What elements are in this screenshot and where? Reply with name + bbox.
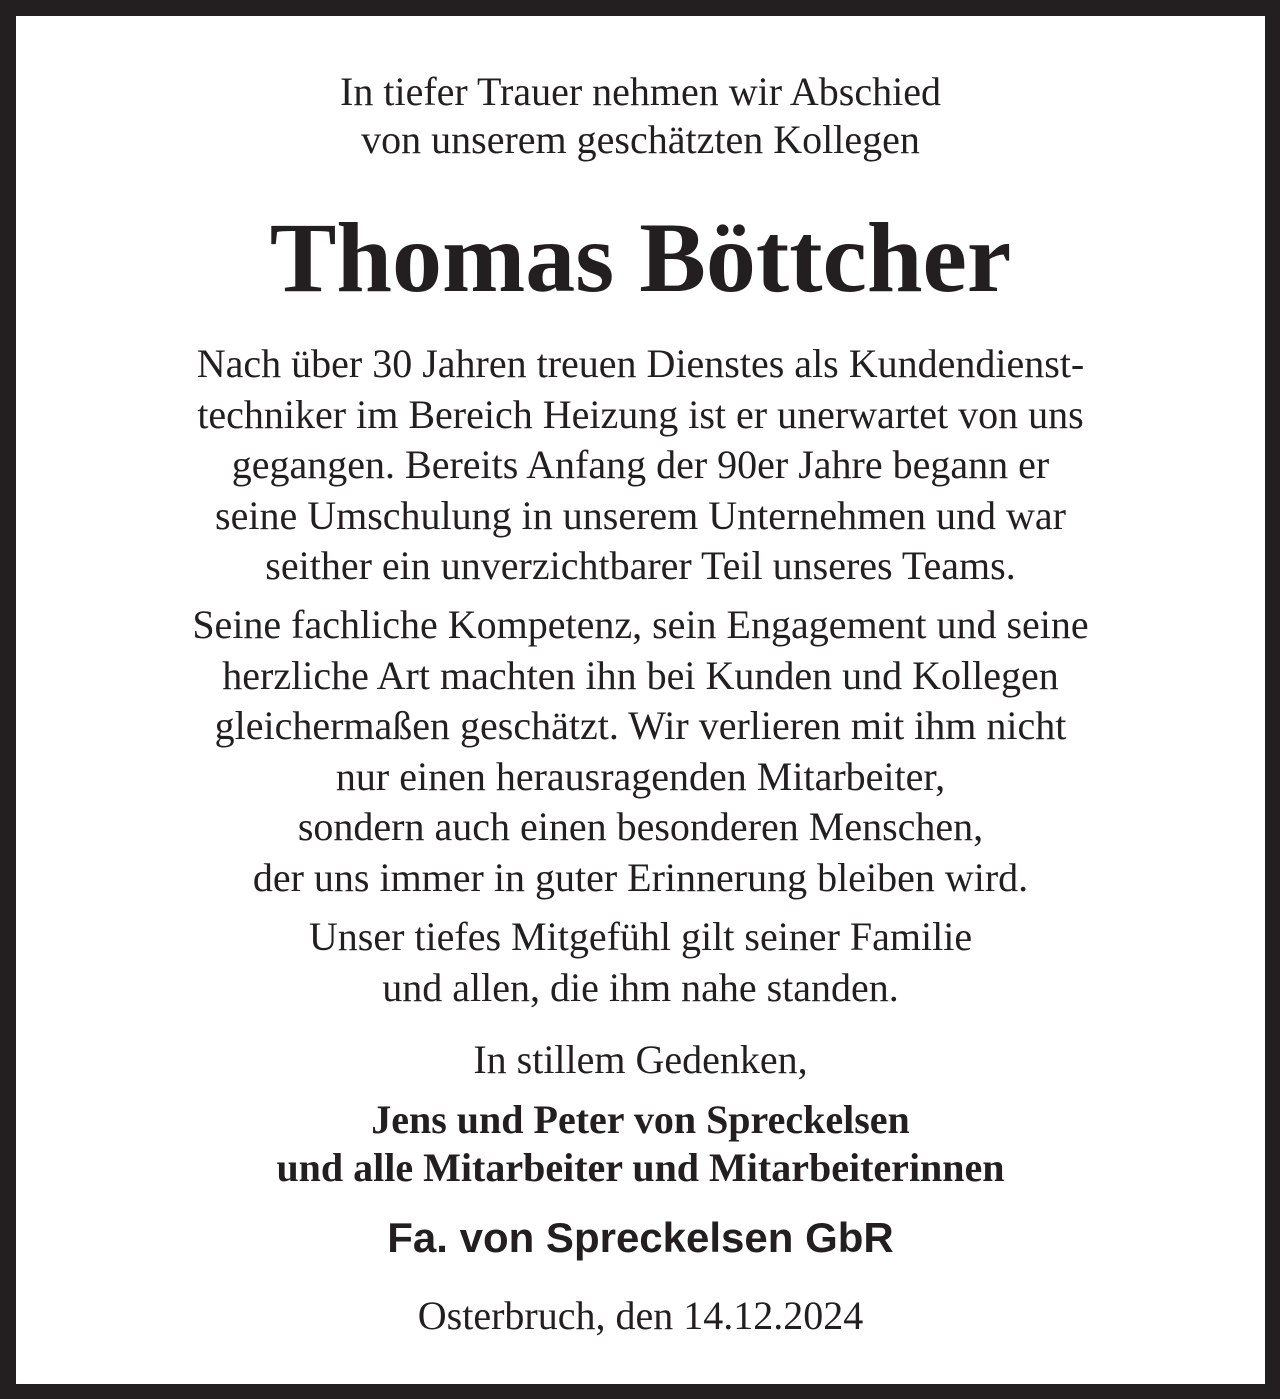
paragraph-line: seither ein unverzichtbarer Teil unseres Teams. — [265, 543, 1016, 588]
closing-phrase: In stillem Gedenken, — [473, 1037, 808, 1082]
intro-text — [16, 68, 1265, 164]
signer-line: Jens und Peter von Spreckelsen — [371, 1097, 910, 1142]
paragraph-line: techniker im Bereich Heizung ist er unerwartet von uns — [197, 391, 1084, 437]
paragraph-tribute — [16, 600, 1265, 903]
paragraph-condolence — [16, 912, 1265, 1013]
paragraph-line: herzliche Art machten ihn bei Kunden und Kollegen — [222, 652, 1059, 698]
paragraph-line: Nach über 30 Jahren treuen Dienstes als Kundendienst- — [196, 341, 1085, 386]
intro-line: In tiefer Trauer nehmen wir Abschied — [340, 69, 941, 114]
intro-line: von unserem geschätzten Kollegen — [361, 117, 920, 162]
paragraph-line: seine Umschulung in unserem Unternehmen und war — [215, 492, 1066, 538]
signers — [16, 1096, 1265, 1192]
paragraph-line: sondern auch einen besonderen Menschen, — [297, 804, 984, 849]
deceased-name: Thomas Böttcher — [269, 202, 1012, 313]
paragraph-line: Seine fachliche Kompetenz, sein Engagement und seine — [192, 602, 1089, 647]
place-date: Osterbruch, den 14.12.2024 — [417, 1293, 864, 1338]
paragraph-line: und allen, die ihm nahe standen. — [382, 964, 899, 1010]
paragraph-line: gleichermaßen geschätzt. Wir verlieren mit ihm nicht — [214, 703, 1067, 748]
obituary-notice — [16, 16, 1265, 1384]
paragraph-line: gegangen. Bereits Anfang der 90er Jahre begann er — [231, 442, 1050, 487]
paragraph-line: Unser tiefes Mitgefühl gilt seiner Familie — [308, 914, 973, 959]
paragraph-line: der uns immer in guter Erinnerung bleiben wird. — [252, 854, 1029, 900]
company-name: Fa. von Spreckelsen GbR — [387, 1214, 894, 1261]
paragraph-career — [16, 339, 1265, 592]
signer-line: und alle Mitarbeiter und Mitarbeiterinnen — [276, 1145, 1005, 1190]
paragraph-line: nur einen herausragenden Mitarbeiter, — [335, 753, 946, 799]
